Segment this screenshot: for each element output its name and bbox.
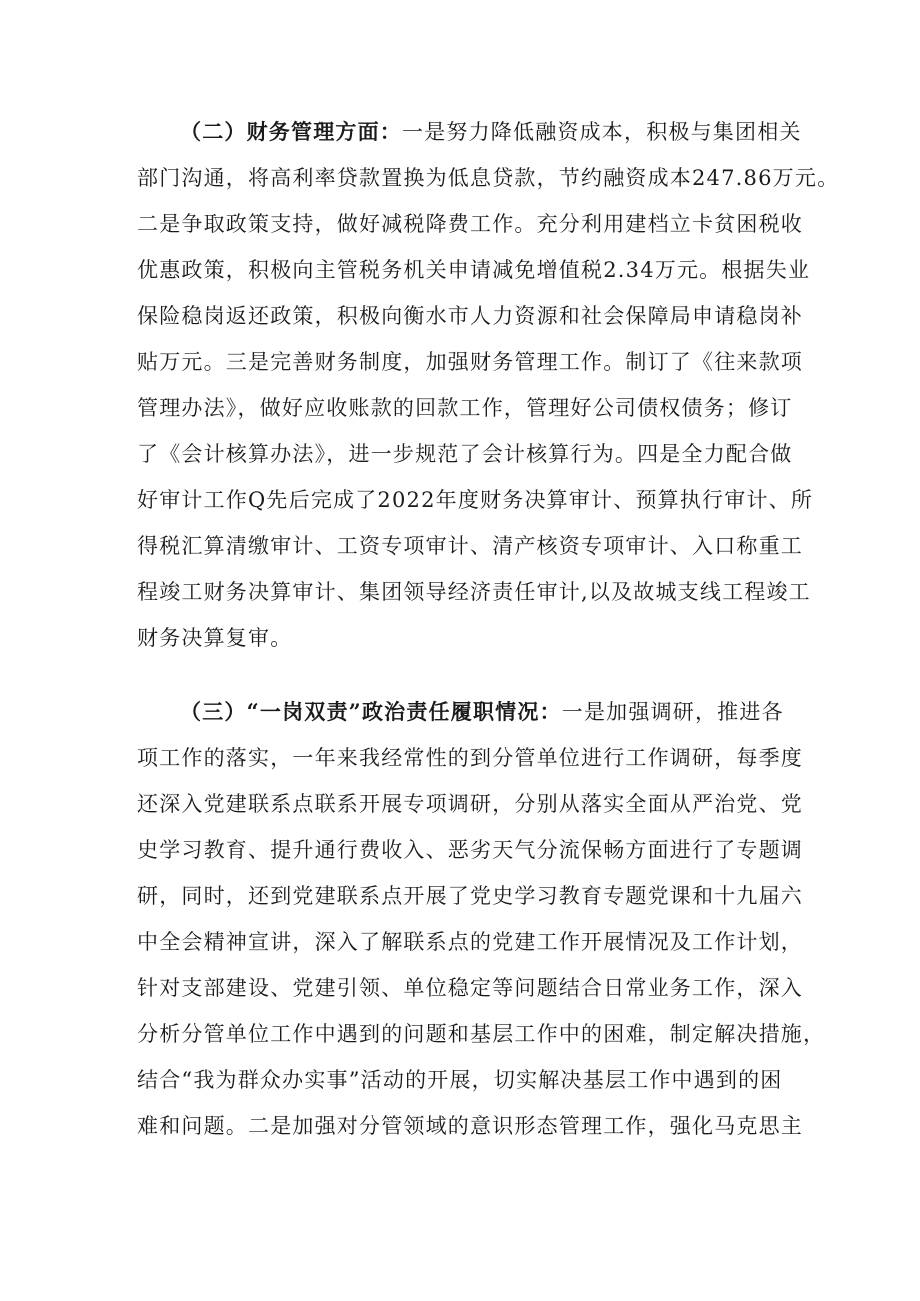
paragraph-1-line-8: 了《会计核算办法》，进一步规范了会计核算行为。四是全力配合做 [137, 442, 793, 466]
paragraph-2-text: 一是加强调研，推进各 [561, 700, 784, 724]
paragraph-2-line-10: 难和问题。二是加强对分管领域的意识形态管理工作，强化马克思主 [137, 1114, 803, 1138]
paragraph-2-line-4: 史学习教育、提升通行费收入、恶劣天气分流保畅方面进行了专题调 [137, 838, 803, 862]
paragraph-2-line-5: 研，同时，还到党建联系点开展了党史学习教育专题党课和十九届六 [137, 884, 803, 908]
paragraph-2-line-3: 还深入党建联系点联系开展专项调研，分别从落实全面从严治党、党 [137, 792, 803, 816]
paragraph-1-heading: （二）财务管理方面： [180, 119, 402, 144]
paragraph-1-line-1 [180, 117, 802, 147]
paragraph-1-line-3: 二是争取政策支持，做好减税降费工作。充分利用建档立卡贫困税收 [137, 212, 803, 236]
paragraph-1-line-11: 程竣工财务决算审计、集团领导经济责任审计,以及故城支线工程竣工 [137, 580, 811, 604]
paragraph-1-line-12: 财务决算复审。 [137, 626, 293, 650]
paragraph-1-text: 一是努力降低融资成本，积极与集团相关 [402, 120, 802, 144]
paragraph-2-line-1 [180, 697, 784, 727]
paragraph-1-line-9: 好审计工作Q先后完成了2022年度财务决算审计、预算执行审计、所 [137, 488, 814, 512]
paragraph-2-line-9: 结合“我为群众办实事”活动的开展，切实解决基层工作中遇到的困 [137, 1068, 783, 1092]
paragraph-1-line-4: 优惠政策，积极向主管税务机关申请减免增值税2.34万元。根据失业 [137, 258, 811, 282]
paragraph-2-line-6: 中全会精神宣讲，深入了解联系点的党建工作开展情况及工作计划， [137, 930, 803, 954]
paragraph-2-line-7: 针对支部建设、党建引领、单位稳定等问题结合日常业务工作，深入 [137, 976, 803, 1000]
paragraph-2-line-2: 项工作的落实，一年来我经常性的到分管单位进行工作调研，每季度 [137, 746, 803, 770]
paragraph-1-line-2: 部门沟通，将高利率贷款置换为低息贷款，节约融资成本247.86万元。 [137, 166, 840, 190]
paragraph-1-line-10: 得税汇算清缴审计、工资专项审计、清产核资专项审计、入口称重工 [137, 534, 803, 558]
paragraph-2-heading: （三）“一岗双责”政治责任履职情况： [180, 699, 562, 724]
paragraph-1-line-6: 贴万元。三是完善财务制度，加强财务管理工作。制订了《往来款项 [137, 350, 803, 374]
paragraph-1-line-7: 管理办法》，做好应收账款的回款工作，管理好公司债权债务；修订 [137, 396, 793, 420]
paragraph-2-line-8: 分析分管单位工作中遇到的问题和基层工作中的困难，制定解决措施， [137, 1022, 826, 1046]
paragraph-1-line-5: 保险稳岗返还政策，积极向衡水市人力资源和社会保障局申请稳岗补 [137, 304, 803, 328]
